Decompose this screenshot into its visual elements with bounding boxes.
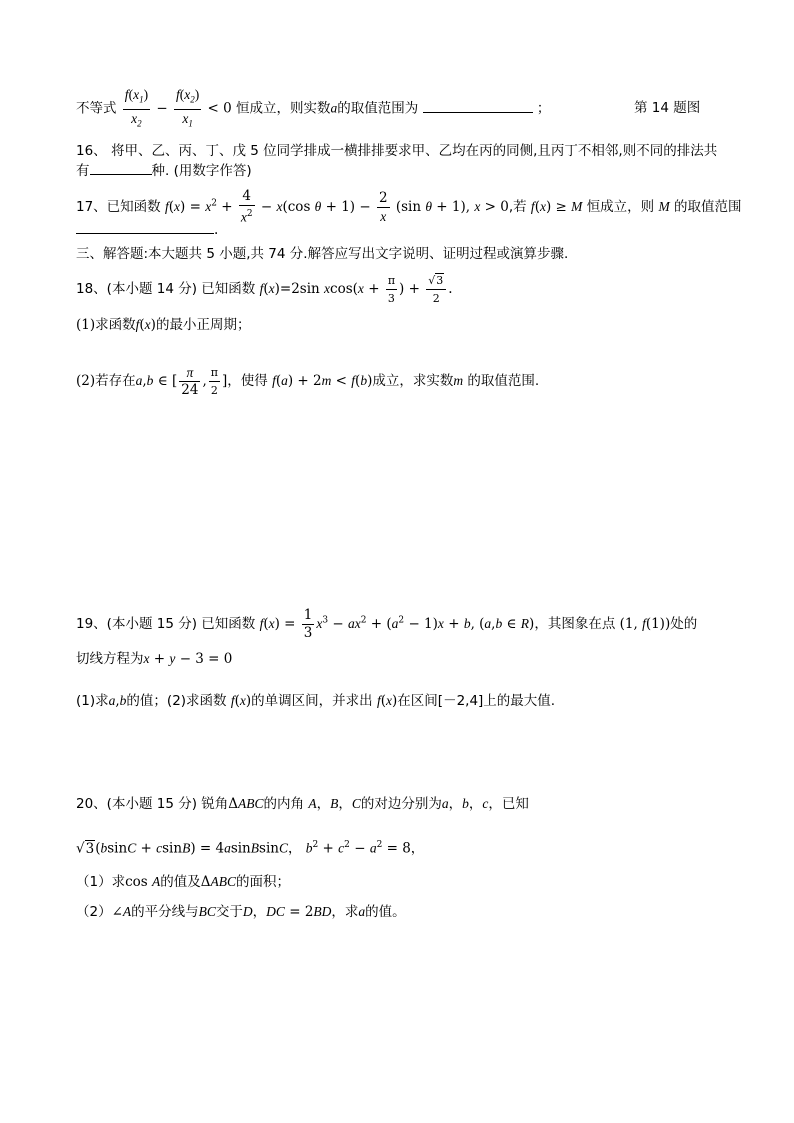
q18-frac-pi3: $\frac{\pi}{3}$ xyxy=(387,274,396,305)
q15-frac2: $\frac{f(x_2)}{x_1}$ xyxy=(175,87,200,129)
q15-frac1: $\frac{f(x_1)}{x_2}$ xyxy=(124,87,149,129)
q17-answer-line: . xyxy=(76,221,218,239)
q20-sub2: （2）∠A的平分线与BC交于D，DC = 2BD，求a的值。 xyxy=(76,904,406,920)
q15-line: 不等式 $\frac{f(x_1)}{x_2}$ − $\frac{f(x_2)}{x_1}$ < 0 恒成立，则实数a的取值范围为 ； xyxy=(76,86,550,132)
figure-label: 第 14 题图 xyxy=(634,100,701,116)
q15-answer-blank[interactable] xyxy=(423,100,533,113)
q16-line1: 16、 将甲、乙、丙、丁、戊 5 位同学排成一横排排要求甲、乙均在丙的同侧,且丙丁不相邻,则不同的排法共 xyxy=(76,143,718,159)
q20-given: √3(bsinC + csinB) = 4asinBsinC， $b^2 + c^2 - a^2 = 8$， xyxy=(76,840,425,857)
q18-part2: (2)若存在a,b ∈ [ $\frac{\pi}{24}$ , $\frac{\pi}{2}$ ]，使得 f(a) + 2m < f(b)成立，求实数m 的取值范围. xyxy=(76,365,540,398)
q17-frac1: $\frac{4}{x^2}$ xyxy=(240,188,253,225)
q19-line2: 切线方程为x + y − 3 = 0 xyxy=(76,651,233,667)
q17-frac2: $\frac{2}{x}$ xyxy=(378,189,388,224)
section3-heading: 三、解答题:本大题共 5 小题,共 74 分.解答应写出文字说明、证明过程或演算步骤. xyxy=(76,246,569,262)
q17-answer-blank[interactable] xyxy=(76,221,214,234)
q18-part1: (1)求函数f(x)的最小正周期； xyxy=(76,317,251,333)
q19-parts: (1)求a,b的值；(2)求函数 f(x)的单调区间，并求出 f(x)在区间[－2,4]上的最大值. xyxy=(76,693,556,709)
q19-line: 19、(本小题 15 分) 已知函数 f(x) = $\frac{1}{3}$ $x^3 - ax^2 + (a^2 - 1)x + b$, (a,b ∈ R)，其图象在点 (1, f(1))处的 xyxy=(76,607,698,641)
q18-line: 18、(本小题 14 分) 已知函数 f(x)=2sin xcos(x + $\frac{\pi}{3}$ ) + $\frac{√3}{2}$ . xyxy=(76,274,453,305)
q17-line: 17、已知函数 $f(x) = x^2$ + $\frac{4}{x^2}$ − x(cos θ + 1) − $\frac{2}{x}$ (sin θ + 1), x > 0,若 f(x) ≥ M 恒成立，则 M 的取值范围 xyxy=(76,188,742,225)
q16-line2: 有 种. (用数字作答) xyxy=(76,163,252,179)
q18-frac-sqrt3: $\frac{√3}{2}$ xyxy=(426,272,446,307)
q20-line: 20、(本小题 15 分) 锐角ΔABC的内角 A，B，C的对边分别为a，b，c，已知 xyxy=(76,796,529,812)
q20-sub1: （1）求cos A的值及ΔABC的面积； xyxy=(76,874,291,890)
q16-answer-blank[interactable] xyxy=(90,162,152,175)
q15-prefix: 不等式 xyxy=(76,100,117,117)
